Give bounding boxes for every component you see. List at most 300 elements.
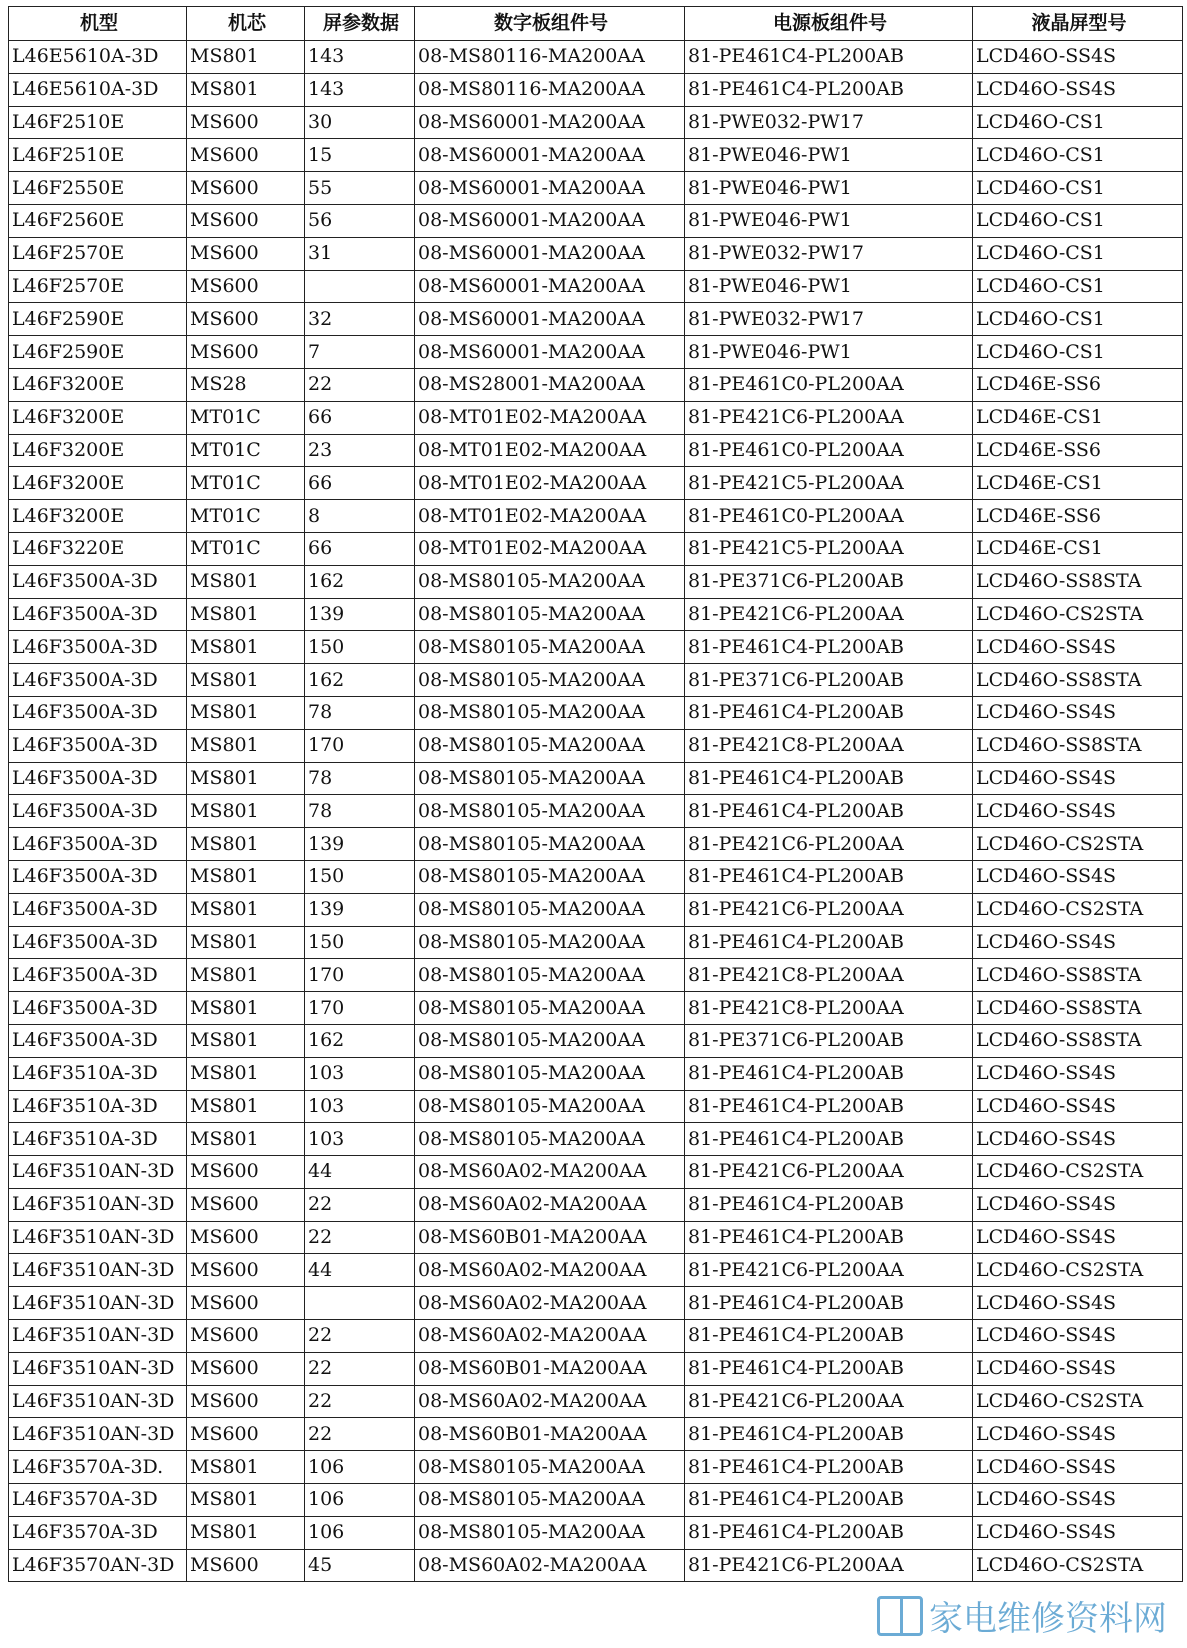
cell-lcd-panel: LCD46O-CS1 (973, 336, 1183, 369)
cell-model: L46F3510A-3D (9, 1090, 187, 1123)
cell-main-board: 08-MS80105-MA200AA (415, 1484, 685, 1517)
table-row (9, 565, 1183, 598)
cell-main-board: 08-MS28001-MA200AA (415, 368, 685, 401)
table-row (9, 1385, 1183, 1418)
cell-panel-params: 170 (305, 992, 415, 1025)
table-row (9, 1287, 1183, 1320)
table-row (9, 762, 1183, 795)
cell-panel-params: 106 (305, 1484, 415, 1517)
cell-lcd-panel: LCD46O-CS1 (973, 139, 1183, 172)
cell-power-board: 81-PE461C4-PL200AB (685, 1123, 973, 1156)
cell-model: L46F3510AN-3D (9, 1320, 187, 1353)
cell-model: L46F3200E (9, 434, 187, 467)
table-row (9, 336, 1183, 369)
cell-power-board: 81-PWE032-PW17 (685, 237, 973, 270)
cell-main-board: 08-MS80105-MA200AA (415, 729, 685, 762)
cell-power-board: 81-PE461C4-PL200AB (685, 1320, 973, 1353)
cell-chassis: MS600 (187, 1320, 305, 1353)
cell-panel-params: 139 (305, 893, 415, 926)
cell-lcd-panel: LCD46O-CS2STA (973, 828, 1183, 861)
cell-main-board: 08-MS60A02-MA200AA (415, 1549, 685, 1582)
cell-lcd-panel: LCD46O-SS4S (973, 1287, 1183, 1320)
cell-model: L46F3500A-3D (9, 926, 187, 959)
cell-model: L46F2510E (9, 139, 187, 172)
cell-model: L46F2570E (9, 270, 187, 303)
cell-power-board: 81-PE421C6-PL200AA (685, 893, 973, 926)
table-row (9, 172, 1183, 205)
cell-lcd-panel: LCD46O-CS1 (973, 303, 1183, 336)
table-row (9, 303, 1183, 336)
cell-main-board: 08-MS60B01-MA200AA (415, 1418, 685, 1451)
cell-lcd-panel: LCD46O-SS4S (973, 1451, 1183, 1484)
cell-power-board: 81-PE461C4-PL200AB (685, 41, 973, 74)
cell-power-board: 81-PE421C6-PL200AA (685, 828, 973, 861)
table-row (9, 1024, 1183, 1057)
cell-chassis: MS801 (187, 926, 305, 959)
cell-model: L46F3500A-3D (9, 992, 187, 1025)
cell-chassis: MS600 (187, 139, 305, 172)
cell-power-board: 81-PE421C6-PL200AA (685, 598, 973, 631)
cell-lcd-panel: LCD46O-SS8STA (973, 729, 1183, 762)
cell-model: L46F3500A-3D (9, 893, 187, 926)
header-main-board: 数字板组件号 (415, 7, 685, 41)
cell-lcd-panel: LCD46O-SS4S (973, 696, 1183, 729)
cell-lcd-panel: LCD46O-SS4S (973, 73, 1183, 106)
cell-power-board: 81-PE461C4-PL200AB (685, 860, 973, 893)
cell-panel-params: 15 (305, 139, 415, 172)
cell-main-board: 08-MS60001-MA200AA (415, 237, 685, 270)
table-header (9, 7, 1183, 41)
cell-power-board: 81-PE461C4-PL200AB (685, 1352, 973, 1385)
cell-lcd-panel: LCD46E-SS6 (973, 368, 1183, 401)
cell-chassis: MS801 (187, 1451, 305, 1484)
cell-panel-params: 7 (305, 336, 415, 369)
table-row (9, 1352, 1183, 1385)
table-row (9, 204, 1183, 237)
cell-panel-params (305, 1287, 415, 1320)
cell-chassis: MS801 (187, 664, 305, 697)
table-row (9, 1090, 1183, 1123)
cell-model: L46F3510AN-3D (9, 1254, 187, 1287)
cell-lcd-panel: LCD46O-CS2STA (973, 598, 1183, 631)
cell-lcd-panel: LCD46E-CS1 (973, 467, 1183, 500)
cell-model: L46F3500A-3D (9, 795, 187, 828)
table-row (9, 1549, 1183, 1582)
cell-lcd-panel: LCD46O-SS8STA (973, 565, 1183, 598)
cell-chassis: MS600 (187, 303, 305, 336)
cell-chassis: MS801 (187, 631, 305, 664)
cell-lcd-panel: LCD46O-SS4S (973, 860, 1183, 893)
cell-chassis: MS801 (187, 696, 305, 729)
cell-panel-params: 150 (305, 926, 415, 959)
cell-main-board: 08-MS80105-MA200AA (415, 1090, 685, 1123)
cell-panel-params: 162 (305, 1024, 415, 1057)
cell-model: L46F3500A-3D (9, 598, 187, 631)
table-row (9, 664, 1183, 697)
cell-panel-params: 31 (305, 237, 415, 270)
cell-model: L46F2550E (9, 172, 187, 205)
cell-power-board: 81-PE461C4-PL200AB (685, 696, 973, 729)
document-sheet (8, 6, 1182, 1582)
cell-power-board: 81-PE461C4-PL200AB (685, 631, 973, 664)
cell-main-board: 08-MS60A02-MA200AA (415, 1385, 685, 1418)
cell-power-board: 81-PE461C4-PL200AB (685, 1516, 973, 1549)
cell-lcd-panel: LCD46O-SS4S (973, 631, 1183, 664)
book-icon (877, 1596, 923, 1636)
cell-power-board: 81-PWE046-PW1 (685, 172, 973, 205)
cell-power-board: 81-PE461C0-PL200AA (685, 500, 973, 533)
cell-panel-params: 66 (305, 532, 415, 565)
cell-chassis: MS600 (187, 1156, 305, 1189)
cell-main-board: 08-MS80105-MA200AA (415, 598, 685, 631)
cell-power-board: 81-PE421C6-PL200AA (685, 1385, 973, 1418)
cell-panel-params: 23 (305, 434, 415, 467)
table-row (9, 828, 1183, 861)
cell-main-board: 08-MS80105-MA200AA (415, 1451, 685, 1484)
cell-power-board: 81-PE461C4-PL200AB (685, 762, 973, 795)
cell-panel-params: 22 (305, 1320, 415, 1353)
table-row (9, 992, 1183, 1025)
cell-panel-params: 66 (305, 467, 415, 500)
cell-panel-params: 106 (305, 1451, 415, 1484)
cell-lcd-panel: LCD46E-CS1 (973, 401, 1183, 434)
table-row (9, 434, 1183, 467)
cell-lcd-panel: LCD46O-SS4S (973, 1484, 1183, 1517)
cell-main-board: 08-MS60001-MA200AA (415, 303, 685, 336)
cell-chassis: MS600 (187, 1188, 305, 1221)
cell-power-board: 81-PE461C4-PL200AB (685, 926, 973, 959)
cell-lcd-panel: LCD46O-SS8STA (973, 992, 1183, 1025)
cell-panel-params: 103 (305, 1123, 415, 1156)
cell-panel-params: 162 (305, 565, 415, 598)
cell-lcd-panel: LCD46O-CS1 (973, 270, 1183, 303)
cell-chassis: MS801 (187, 1123, 305, 1156)
cell-panel-params: 162 (305, 664, 415, 697)
cell-chassis: MS600 (187, 1221, 305, 1254)
cell-model: L46F3510AN-3D (9, 1385, 187, 1418)
cell-chassis: MS801 (187, 73, 305, 106)
cell-power-board: 81-PWE046-PW1 (685, 139, 973, 172)
cell-panel-params: 170 (305, 959, 415, 992)
cell-model: L46F3500A-3D (9, 959, 187, 992)
table-row (9, 696, 1183, 729)
cell-power-board: 81-PE461C4-PL200AB (685, 1221, 973, 1254)
cell-power-board: 81-PE371C6-PL200AB (685, 664, 973, 697)
cell-chassis: MS600 (187, 1254, 305, 1287)
cell-power-board: 81-PE421C5-PL200AA (685, 467, 973, 500)
cell-main-board: 08-MS60A02-MA200AA (415, 1188, 685, 1221)
header-power-board: 电源板组件号 (685, 7, 973, 41)
table-row (9, 795, 1183, 828)
cell-main-board: 08-MS80105-MA200AA (415, 860, 685, 893)
cell-panel-params: 78 (305, 696, 415, 729)
cell-chassis: MT01C (187, 532, 305, 565)
cell-chassis: MS600 (187, 106, 305, 139)
cell-panel-params: 66 (305, 401, 415, 434)
header-panel-params: 屏参数据 (305, 7, 415, 41)
table-row (9, 270, 1183, 303)
cell-panel-params: 150 (305, 860, 415, 893)
cell-lcd-panel: LCD46O-SS8STA (973, 664, 1183, 697)
table-row (9, 1451, 1183, 1484)
cell-power-board: 81-PWE046-PW1 (685, 204, 973, 237)
cell-main-board: 08-MS80105-MA200AA (415, 631, 685, 664)
cell-lcd-panel: LCD46O-SS4S (973, 926, 1183, 959)
cell-model: L46F2560E (9, 204, 187, 237)
cell-power-board: 81-PWE032-PW17 (685, 106, 973, 139)
cell-power-board: 81-PE461C4-PL200AB (685, 1090, 973, 1123)
cell-chassis: MS600 (187, 172, 305, 205)
cell-model: L46F3500A-3D (9, 1024, 187, 1057)
cell-lcd-panel: LCD46O-SS4S (973, 1123, 1183, 1156)
cell-lcd-panel: LCD46O-SS4S (973, 41, 1183, 74)
cell-main-board: 08-MS60001-MA200AA (415, 270, 685, 303)
cell-chassis: MS801 (187, 1024, 305, 1057)
cell-panel-params: 22 (305, 1385, 415, 1418)
cell-main-board: 08-MS60A02-MA200AA (415, 1320, 685, 1353)
cell-model: L46E5610A-3D (9, 41, 187, 74)
cell-main-board: 08-MS60001-MA200AA (415, 336, 685, 369)
cell-power-board: 81-PE461C4-PL200AB (685, 795, 973, 828)
cell-main-board: 08-MT01E02-MA200AA (415, 434, 685, 467)
cell-power-board: 81-PE461C0-PL200AA (685, 434, 973, 467)
cell-model: L46F2590E (9, 303, 187, 336)
cell-panel-params: 55 (305, 172, 415, 205)
cell-model: L46F3510AN-3D (9, 1287, 187, 1320)
cell-lcd-panel: LCD46O-CS2STA (973, 1549, 1183, 1582)
table-row (9, 139, 1183, 172)
cell-main-board: 08-MS80105-MA200AA (415, 762, 685, 795)
table-row (9, 729, 1183, 762)
cell-main-board: 08-MS60001-MA200AA (415, 106, 685, 139)
cell-panel-params: 103 (305, 1057, 415, 1090)
watermark-text: 家电维修资料网 (929, 1599, 1167, 1639)
cell-main-board: 08-MS60001-MA200AA (415, 204, 685, 237)
cell-chassis: MS801 (187, 860, 305, 893)
cell-main-board: 08-MS60B01-MA200AA (415, 1352, 685, 1385)
cell-main-board: 08-MS80105-MA200AA (415, 664, 685, 697)
cell-model: L46F3200E (9, 500, 187, 533)
cell-model: L46F3500A-3D (9, 696, 187, 729)
table-row (9, 860, 1183, 893)
table-row (9, 631, 1183, 664)
table-row (9, 959, 1183, 992)
cell-panel-params: 22 (305, 1188, 415, 1221)
cell-power-board: 81-PWE046-PW1 (685, 336, 973, 369)
table-row (9, 1221, 1183, 1254)
model-parts-table (8, 6, 1183, 1582)
cell-panel-params: 32 (305, 303, 415, 336)
cell-lcd-panel: LCD46O-SS4S (973, 1418, 1183, 1451)
cell-lcd-panel: LCD46O-SS4S (973, 762, 1183, 795)
cell-main-board: 08-MS80105-MA200AA (415, 1123, 685, 1156)
cell-lcd-panel: LCD46E-CS1 (973, 532, 1183, 565)
cell-model: L46F3220E (9, 532, 187, 565)
cell-lcd-panel: LCD46O-CS2STA (973, 893, 1183, 926)
table-row (9, 237, 1183, 270)
cell-panel-params: 8 (305, 500, 415, 533)
cell-lcd-panel: LCD46O-CS1 (973, 172, 1183, 205)
cell-model: L46F3510AN-3D (9, 1352, 187, 1385)
cell-power-board: 81-PE461C4-PL200AB (685, 1451, 973, 1484)
cell-main-board: 08-MS60A02-MA200AA (415, 1156, 685, 1189)
cell-model: L46F2510E (9, 106, 187, 139)
cell-main-board: 08-MS80116-MA200AA (415, 41, 685, 74)
cell-panel-params: 78 (305, 762, 415, 795)
cell-lcd-panel: LCD46O-CS1 (973, 204, 1183, 237)
cell-model: L46F3510AN-3D (9, 1188, 187, 1221)
cell-chassis: MS801 (187, 41, 305, 74)
cell-model: L46F3500A-3D (9, 664, 187, 697)
table-row (9, 1188, 1183, 1221)
cell-main-board: 08-MT01E02-MA200AA (415, 500, 685, 533)
cell-panel-params: 45 (305, 1549, 415, 1582)
cell-panel-params: 22 (305, 1418, 415, 1451)
cell-panel-params: 30 (305, 106, 415, 139)
table-row (9, 368, 1183, 401)
table-row (9, 500, 1183, 533)
cell-chassis: MS600 (187, 1352, 305, 1385)
cell-chassis: MS801 (187, 1516, 305, 1549)
cell-model: L46F3200E (9, 368, 187, 401)
cell-main-board: 08-MS80105-MA200AA (415, 795, 685, 828)
cell-power-board: 81-PE421C8-PL200AA (685, 729, 973, 762)
cell-lcd-panel: LCD46O-SS4S (973, 1188, 1183, 1221)
cell-panel-params: 44 (305, 1156, 415, 1189)
cell-main-board: 08-MS80105-MA200AA (415, 1024, 685, 1057)
cell-model: L46F3570A-3D (9, 1484, 187, 1517)
cell-model: L46F3510A-3D (9, 1057, 187, 1090)
cell-lcd-panel: LCD46O-SS4S (973, 1090, 1183, 1123)
cell-main-board: 08-MS60001-MA200AA (415, 172, 685, 205)
cell-main-board: 08-MS80105-MA200AA (415, 828, 685, 861)
cell-main-board: 08-MS80105-MA200AA (415, 565, 685, 598)
header-lcd-panel: 液晶屏型号 (973, 7, 1183, 41)
cell-lcd-panel: LCD46E-SS6 (973, 434, 1183, 467)
cell-panel-params: 143 (305, 41, 415, 74)
cell-power-board: 81-PE461C4-PL200AB (685, 1484, 973, 1517)
cell-panel-params: 22 (305, 368, 415, 401)
cell-chassis: MS801 (187, 729, 305, 762)
cell-main-board: 08-MS80105-MA200AA (415, 926, 685, 959)
cell-chassis: MS801 (187, 959, 305, 992)
cell-lcd-panel: LCD46O-SS8STA (973, 959, 1183, 992)
table-row (9, 926, 1183, 959)
header-row (9, 7, 1183, 41)
cell-chassis: MS600 (187, 1385, 305, 1418)
cell-main-board: 08-MS80105-MA200AA (415, 696, 685, 729)
cell-panel-params: 103 (305, 1090, 415, 1123)
cell-panel-params: 78 (305, 795, 415, 828)
cell-chassis: MS600 (187, 1418, 305, 1451)
cell-lcd-panel: LCD46O-SS4S (973, 1352, 1183, 1385)
table-row (9, 1123, 1183, 1156)
table-row (9, 1516, 1183, 1549)
cell-chassis: MS600 (187, 1549, 305, 1582)
table-row (9, 893, 1183, 926)
table-row (9, 1418, 1183, 1451)
cell-panel-params: 150 (305, 631, 415, 664)
cell-power-board: 81-PE371C6-PL200AB (685, 1024, 973, 1057)
cell-panel-params: 56 (305, 204, 415, 237)
table-row (9, 532, 1183, 565)
cell-chassis: MS600 (187, 270, 305, 303)
cell-power-board: 81-PWE032-PW17 (685, 303, 973, 336)
cell-power-board: 81-PE421C6-PL200AA (685, 1254, 973, 1287)
table-row (9, 1156, 1183, 1189)
cell-main-board: 08-MS60B01-MA200AA (415, 1221, 685, 1254)
cell-chassis: MS801 (187, 992, 305, 1025)
cell-power-board: 81-PE461C4-PL200AB (685, 1057, 973, 1090)
cell-lcd-panel: LCD46E-SS6 (973, 500, 1183, 533)
cell-power-board: 81-PE421C6-PL200AA (685, 1549, 973, 1582)
cell-chassis: MT01C (187, 434, 305, 467)
table-row (9, 401, 1183, 434)
table-row (9, 1057, 1183, 1090)
table-row (9, 467, 1183, 500)
cell-model: L46F3570A-3D. (9, 1451, 187, 1484)
cell-panel-params: 139 (305, 598, 415, 631)
cell-chassis: MS801 (187, 1057, 305, 1090)
cell-chassis: MS801 (187, 565, 305, 598)
cell-lcd-panel: LCD46O-CS2STA (973, 1254, 1183, 1287)
cell-lcd-panel: LCD46O-CS1 (973, 237, 1183, 270)
cell-model: L46F3510AN-3D (9, 1418, 187, 1451)
site-watermark (877, 1591, 1167, 1640)
table-row (9, 1254, 1183, 1287)
cell-panel-params: 106 (305, 1516, 415, 1549)
table-row (9, 106, 1183, 139)
cell-chassis: MS801 (187, 1090, 305, 1123)
cell-model: L46F3500A-3D (9, 828, 187, 861)
cell-main-board: 08-MS80105-MA200AA (415, 959, 685, 992)
cell-main-board: 08-MS60A02-MA200AA (415, 1287, 685, 1320)
cell-model: L46F3200E (9, 467, 187, 500)
cell-power-board: 81-PE421C6-PL200AA (685, 401, 973, 434)
cell-main-board: 08-MS80105-MA200AA (415, 893, 685, 926)
cell-model: L46F3200E (9, 401, 187, 434)
cell-model: L46F3510AN-3D (9, 1156, 187, 1189)
cell-lcd-panel: LCD46O-CS2STA (973, 1385, 1183, 1418)
cell-panel-params: 139 (305, 828, 415, 861)
cell-lcd-panel: LCD46O-CS1 (973, 106, 1183, 139)
cell-panel-params (305, 270, 415, 303)
cell-power-board: 81-PWE046-PW1 (685, 270, 973, 303)
cell-chassis: MT01C (187, 401, 305, 434)
cell-lcd-panel: LCD46O-SS4S (973, 795, 1183, 828)
cell-power-board: 81-PE461C4-PL200AB (685, 1418, 973, 1451)
cell-main-board: 08-MT01E02-MA200AA (415, 532, 685, 565)
cell-lcd-panel: LCD46O-CS2STA (973, 1156, 1183, 1189)
cell-chassis: MS801 (187, 1484, 305, 1517)
cell-model: L46F3570AN-3D (9, 1549, 187, 1582)
cell-main-board: 08-MS80116-MA200AA (415, 73, 685, 106)
cell-power-board: 81-PE461C0-PL200AA (685, 368, 973, 401)
cell-model: L46F3500A-3D (9, 729, 187, 762)
cell-power-board: 81-PE461C4-PL200AB (685, 73, 973, 106)
cell-chassis: MS28 (187, 368, 305, 401)
cell-chassis: MS600 (187, 336, 305, 369)
cell-lcd-panel: LCD46O-SS4S (973, 1320, 1183, 1353)
cell-lcd-panel: LCD46O-SS4S (973, 1057, 1183, 1090)
cell-chassis: MS600 (187, 204, 305, 237)
cell-panel-params: 44 (305, 1254, 415, 1287)
cell-chassis: MS801 (187, 762, 305, 795)
cell-chassis: MS801 (187, 893, 305, 926)
cell-chassis: MS801 (187, 828, 305, 861)
header-model: 机型 (9, 7, 187, 41)
cell-panel-params: 170 (305, 729, 415, 762)
